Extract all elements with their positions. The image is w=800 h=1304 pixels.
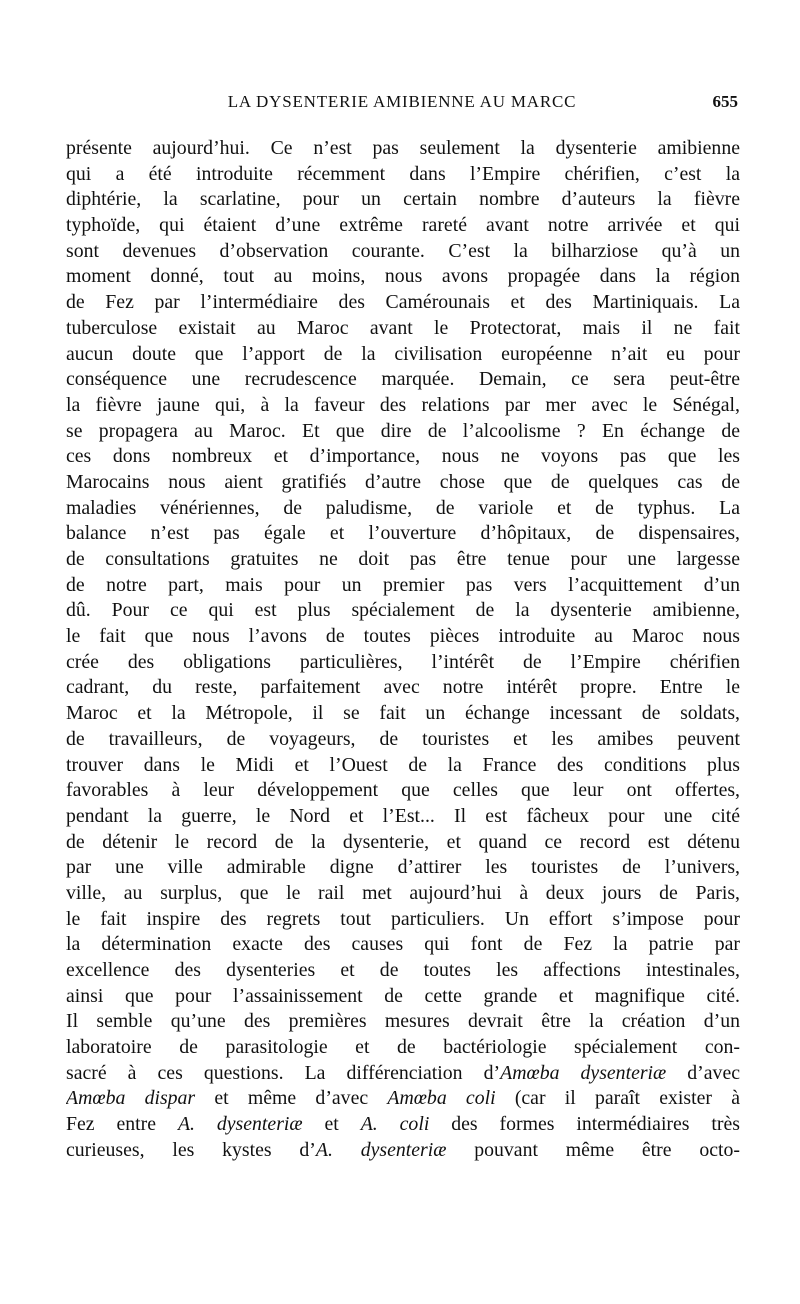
italic-term: Amœba coli [387,1087,496,1110]
text-line [66,496,740,522]
text-segment: la fièvre jaune qui, à la faveur des relations par mer avec le Sénégal, [66,393,740,416]
italic-term: A. dysenteriæ [315,1138,447,1161]
text-segment: cadrant, du reste, parfaitement avec notre intérêt propre. Entre le [66,676,740,699]
italic-term: Amœba dispar [66,1087,196,1110]
text-segment: de notre part, mais pour un premier pas vers l’acquittement d’un [66,573,740,596]
text-segment: excellence des dysenteries et de toutes les affections intestinales, [66,959,740,981]
text-segment: pendant la guerre, le Nord et l’Est... Il est fâcheux pour une cité [66,804,740,827]
text-line [66,727,740,753]
text-segment: moment donné, tout au moins, nous avons propagée dans la région [66,265,740,288]
text-segment: sont devenues d’observation courante. C’est la bilharziose qu’à un [66,239,740,262]
text-segment: dû. Pour ce qui est plus spécialement de la dysenterie amibienne, [66,599,740,622]
text-segment: d’avec [666,1061,740,1084]
italic-term: Amœba dysenteriæ [500,1061,667,1084]
text-line [66,316,740,342]
text-line [66,881,740,907]
text-line [66,393,740,419]
text-segment: ces dons nombreux et d’importance, nous ne voyons pas que les [66,445,740,468]
italic-term: A. dysenteriæ [177,1113,303,1136]
text-segment: conséquence une recrudescence marquée. Demain, ce sera peut-être [66,368,740,391]
text-line [66,598,740,624]
text-line [66,136,740,162]
text-line [66,830,740,856]
text-line [66,187,740,213]
text-segment: Marocains nous aient gratifiés d’autre chose que de quelques cas de [66,470,740,493]
text-segment: laboratoire de parasitologie et de bactériologie spécialement con- [66,1036,740,1059]
text-segment: ville, au surplus, que le rail met aujourd’hui à deux jours de Paris, [66,881,740,904]
text-segment: de détenir le record de la dysenterie, et quand ce record est détenu [66,830,740,853]
text-line [66,701,740,727]
text-segment: le fait inspire des regrets tout particuliers. Un effort s’impose pour [66,907,740,930]
text-segment: par une ville admirable digne d’attirer les touristes de l’univers, [66,856,740,879]
text-line [66,1009,740,1035]
text-line [66,342,740,368]
text-line [66,213,740,239]
text-line [66,1138,740,1164]
text-segment: Maroc et la Métropole, il se fait un échange incessant de soldats, [66,702,740,725]
running-title: LA DYSENTERIE AMIBIENNE AU MARCC [227,92,577,111]
text-line [66,855,740,881]
text-segment: qui a été introduite récemment dans l’Empire chérifien, c’est la [66,162,740,185]
text-line [66,778,740,804]
text-line [66,444,740,470]
text-segment: présente aujourd’hui. Ce n’est pas seulement la dysenterie amibienne [66,137,740,159]
text-segment: curieuses, les kystes d’ [66,1138,316,1161]
text-segment: trouver dans le Midi et l’Ouest de la France des conditions plus [66,753,740,776]
text-line [66,419,740,445]
text-line [66,650,740,676]
text-line [66,1035,740,1061]
text-segment: de Fez par l’intermédiaire des Camérounais et des Martiniquais. La [66,291,740,314]
text-segment: sacré à ces questions. La différenciation d’ [66,1061,501,1084]
text-segment: balance n’est pas égale et l’ouverture d’hôpitaux, de dispensaires, [66,522,740,545]
text-line [66,1112,740,1138]
text-line [66,958,740,984]
text-line [66,573,740,599]
text-line [66,932,740,958]
text-line [66,290,740,316]
text-segment: favorables à leur développement que celles que leur ont offertes, [66,779,740,802]
running-head [66,92,738,116]
text-line [66,804,740,830]
text-line [66,753,740,779]
text-line [66,547,740,573]
text-segment: se propagera au Maroc. Et que dire de l’alcoolisme ? En échange de [66,419,740,442]
text-segment: (car il paraît exister à [495,1087,740,1110]
text-segment: Fez entre [66,1113,178,1136]
text-line [66,470,740,496]
text-line [66,907,740,933]
text-segment: et [302,1113,361,1136]
text-line [66,1061,740,1087]
text-segment: et même d’avec [195,1087,388,1110]
text-segment: le fait que nous l’avons de toutes pièces introduite au Maroc nous [66,625,740,648]
text-segment: ainsi que pour l’assainissement de cette grande et magnifique cité. [66,984,740,1007]
page-number: 655 [712,92,738,111]
text-segment: crée des obligations particulières, l’intérêt de l’Empire chérifien [66,650,740,673]
body-text [66,136,740,1164]
italic-term: A. coli [360,1113,430,1136]
text-segment: de travailleurs, de voyageurs, de touristes et les amibes peuvent [66,727,740,750]
text-segment: diphtérie, la scarlatine, pour un certain nombre d’auteurs la fièvre [66,188,740,211]
text-line [66,162,740,188]
text-line [66,239,740,265]
text-segment: de consultations gratuites ne doit pas être tenue pour une largesse [66,548,740,570]
text-segment: tuberculose existait au Maroc avant le Protectorat, mais il ne fait [66,316,740,339]
text-line [66,624,740,650]
text-line [66,367,740,393]
text-segment: la détermination exacte des causes qui font de Fez la patrie par [66,933,740,956]
text-segment: des formes intermédiaires très [429,1113,740,1136]
text-line [66,984,740,1010]
text-line [66,521,740,547]
text-line [66,675,740,701]
text-segment: pouvant même être octo- [446,1138,740,1161]
text-segment: aucun doute que l’apport de la civilisation européenne n’ait eu pour [66,342,740,365]
text-line [66,264,740,290]
text-line [66,1086,740,1112]
text-segment: typhoïde, qui étaient d’une extrême rareté avant notre arrivée et qui [66,214,740,237]
text-segment: Il semble qu’une des premières mesures devrait être la création d’un [66,1010,740,1033]
text-segment: maladies vénériennes, de paludisme, de variole et de typhus. La [66,496,740,519]
